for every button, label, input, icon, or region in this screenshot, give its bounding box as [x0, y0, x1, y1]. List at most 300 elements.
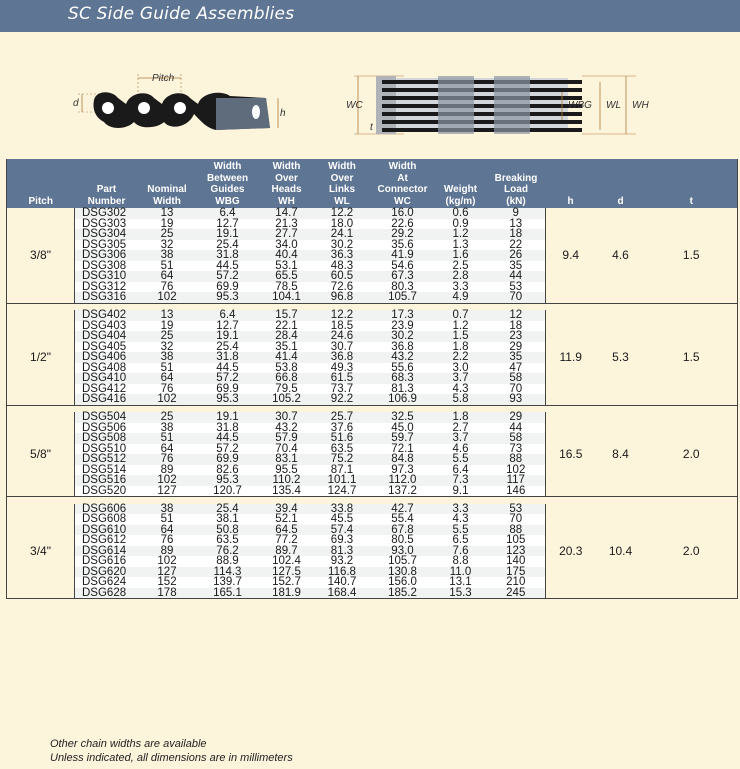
part-number-cell: DSG628: [75, 588, 139, 599]
part-number-cell: DSG306: [75, 250, 139, 261]
pitch-cell: 5/8": [7, 412, 75, 497]
part-number-cell: DSG506: [75, 423, 139, 434]
value-cell: 36.3: [314, 250, 371, 261]
value-cell: 22: [487, 240, 546, 251]
part-number-cell: DSG405: [75, 342, 139, 353]
value-cell: 80.5: [371, 535, 435, 546]
value-cell: 3.3: [435, 504, 487, 515]
value-cell: 88: [487, 454, 546, 465]
value-cell: 127.5: [260, 567, 314, 578]
value-cell: 12.7: [196, 321, 260, 332]
value-cell: 81.3: [314, 546, 371, 557]
value-cell: 44: [487, 271, 546, 282]
value-cell: 12: [487, 310, 546, 321]
column-header-line: Nominal: [147, 184, 187, 195]
value-cell: 51.6: [314, 433, 371, 444]
value-cell: 64.5: [260, 525, 314, 536]
column-header-line: Over: [330, 172, 354, 184]
column-header-line: Between: [206, 172, 249, 184]
column-header: [314, 159, 371, 208]
part-number-cell: DSG416: [75, 394, 139, 405]
value-cell: 2.7: [435, 423, 487, 434]
value-cell: 72.1: [371, 444, 435, 455]
value-cell: 120.7: [196, 486, 260, 497]
value-cell: 48.3: [314, 261, 371, 272]
value-cell: 18: [487, 229, 546, 240]
part-number-cell: DSG404: [75, 331, 139, 342]
column-header-line: WL: [334, 195, 350, 207]
value-cell: 33.8: [314, 504, 371, 515]
value-cell: 40.4: [260, 250, 314, 261]
value-cell: 31.8: [196, 250, 260, 261]
value-cell: 1.2: [435, 229, 487, 240]
wbg-label: WBG: [568, 100, 592, 111]
value-cell: 13: [139, 310, 196, 321]
value-cell: 95.3: [196, 394, 260, 405]
part-number-cell: DSG504: [75, 412, 139, 423]
column-header-line: Breaking: [494, 172, 538, 184]
value-cell: 1.8: [435, 342, 487, 353]
value-cell: 25.4: [196, 504, 260, 515]
value-cell: 15.3: [435, 588, 487, 599]
value-cell: 130.8: [371, 567, 435, 578]
value-cell: 88.9: [196, 556, 260, 567]
value-cell: 1.6: [435, 250, 487, 261]
value-cell: 39.4: [260, 504, 314, 515]
value-cell: 82.6: [196, 465, 260, 476]
part-number-cell: DSG512: [75, 454, 139, 465]
value-cell: 101.1: [314, 475, 371, 486]
value-cell: 70: [487, 292, 546, 303]
value-cell: 63.5: [314, 444, 371, 455]
value-cell: 23.9: [371, 321, 435, 332]
value-cell: 5.5: [435, 454, 487, 465]
value-cell: 78.5: [260, 282, 314, 293]
column-header-line: Load: [504, 184, 528, 195]
part-number-cell: DSG304: [75, 229, 139, 240]
column-header: [596, 159, 646, 208]
value-cell: 116.8: [314, 567, 371, 578]
value-cell: 89: [139, 546, 196, 557]
value-cell: 127: [139, 567, 196, 578]
part-number-cell: DSG316: [75, 292, 139, 303]
value-cell: 60.5: [314, 271, 371, 282]
value-cell: 96.8: [314, 292, 371, 303]
t-value-cell: 1.5: [646, 208, 738, 303]
value-cell: 6.4: [196, 208, 260, 219]
value-cell: 52.1: [260, 514, 314, 525]
value-cell: 3.7: [435, 433, 487, 444]
value-cell: 57.4: [314, 525, 371, 536]
column-header: [7, 159, 75, 208]
part-number-cell: DSG616: [75, 556, 139, 567]
value-cell: 210: [487, 577, 546, 588]
pitch-label: Pitch: [152, 73, 175, 84]
value-cell: 5.5: [435, 525, 487, 536]
value-cell: 34.0: [260, 240, 314, 251]
value-cell: 37.6: [314, 423, 371, 434]
value-cell: 18.0: [314, 219, 371, 230]
part-number-cell: DSG508: [75, 433, 139, 444]
column-header-line: Over: [275, 172, 298, 184]
value-cell: 156.0: [371, 577, 435, 588]
value-cell: 89: [139, 465, 196, 476]
value-cell: 25: [139, 229, 196, 240]
column-header-line: Weight: [443, 184, 478, 195]
column-header: [435, 159, 487, 208]
table-header: [7, 159, 738, 208]
column-header-line: Width: [388, 161, 417, 172]
value-cell: 140: [487, 556, 546, 567]
value-cell: 31.8: [196, 352, 260, 363]
pitch-cell: 1/2": [7, 310, 75, 405]
value-cell: 41.9: [371, 250, 435, 261]
value-cell: 105.7: [371, 556, 435, 567]
wc-label: WC: [346, 100, 363, 111]
value-cell: 30.7: [260, 412, 314, 423]
column-header-line: h: [567, 195, 574, 207]
value-cell: 57.9: [260, 433, 314, 444]
value-cell: 105.2: [260, 394, 314, 405]
column-header: [487, 159, 546, 208]
value-cell: 14.7: [260, 208, 314, 219]
column-header-line: Links: [328, 184, 356, 195]
value-cell: 55.4: [371, 514, 435, 525]
value-cell: 47: [487, 363, 546, 374]
column-header-line: WH: [278, 195, 295, 207]
pitch-cell: 3/8": [7, 208, 75, 303]
table-row: [7, 208, 738, 219]
h-value-cell: 16.5: [546, 412, 596, 497]
value-cell: 35: [487, 261, 546, 272]
value-cell: 38: [139, 504, 196, 515]
value-cell: 97.3: [371, 465, 435, 476]
column-header-line: At: [397, 172, 408, 184]
part-number-cell: DSG305: [75, 240, 139, 251]
note-other-widths: Other chain widths are available: [50, 738, 207, 750]
column-header-line: Width: [213, 161, 242, 172]
value-cell: 76: [139, 384, 196, 395]
value-cell: 53: [487, 504, 546, 515]
value-cell: 36.8: [371, 342, 435, 353]
value-cell: 6.5: [435, 535, 487, 546]
value-cell: 69.3: [314, 535, 371, 546]
value-cell: 67.3: [371, 271, 435, 282]
value-cell: 19.1: [196, 229, 260, 240]
value-cell: 57.2: [196, 444, 260, 455]
value-cell: 181.9: [260, 588, 314, 599]
column-header: [196, 159, 260, 208]
value-cell: 38.1: [196, 514, 260, 525]
value-cell: 7.6: [435, 546, 487, 557]
part-number-cell: DSG620: [75, 567, 139, 578]
value-cell: 29.2: [371, 229, 435, 240]
table-body: [7, 208, 738, 599]
value-cell: 75.2: [314, 454, 371, 465]
value-cell: 65.5: [260, 271, 314, 282]
wh-label: WH: [632, 100, 649, 111]
part-number-cell: DSG312: [75, 282, 139, 293]
value-cell: 9.1: [435, 486, 487, 497]
value-cell: 29: [487, 342, 546, 353]
value-cell: 68.3: [371, 373, 435, 384]
part-number-cell: DSG308: [75, 261, 139, 272]
value-cell: 27.7: [260, 229, 314, 240]
value-cell: 76: [139, 454, 196, 465]
value-cell: 80.3: [371, 282, 435, 293]
value-cell: 44.5: [196, 261, 260, 272]
value-cell: 8.8: [435, 556, 487, 567]
value-cell: 25: [139, 412, 196, 423]
part-number-cell: DSG510: [75, 444, 139, 455]
value-cell: 13.1: [435, 577, 487, 588]
part-number-cell: DSG310: [75, 271, 139, 282]
value-cell: 137.2: [371, 486, 435, 497]
value-cell: 0.9: [435, 219, 487, 230]
value-cell: 1.2: [435, 321, 487, 332]
value-cell: 35.1: [260, 342, 314, 353]
column-header-line: Width: [328, 161, 356, 172]
wl-label: WL: [606, 100, 621, 111]
value-cell: 95.5: [260, 465, 314, 476]
value-cell: 30.2: [314, 240, 371, 251]
value-cell: 1.3: [435, 240, 487, 251]
value-cell: 32: [139, 240, 196, 251]
value-cell: 51: [139, 433, 196, 444]
part-number-cell: DSG406: [75, 352, 139, 363]
value-cell: 17.3: [371, 310, 435, 321]
value-cell: 53.8: [260, 363, 314, 374]
value-cell: 104.1: [260, 292, 314, 303]
part-number-cell: DSG408: [75, 363, 139, 374]
column-header-line: Pitch: [28, 195, 53, 207]
value-cell: 25: [139, 331, 196, 342]
value-cell: 102: [487, 465, 546, 476]
page-title: SC Side Guide Assemblies: [68, 4, 295, 24]
value-cell: 66.8: [260, 373, 314, 384]
value-cell: 19: [139, 219, 196, 230]
column-header-line: d: [617, 195, 624, 207]
value-cell: 29: [487, 412, 546, 423]
value-cell: 2.8: [435, 271, 487, 282]
value-cell: 70.4: [260, 444, 314, 455]
value-cell: 21.3: [260, 219, 314, 230]
value-cell: 4.3: [435, 514, 487, 525]
t-label: t: [370, 122, 373, 133]
value-cell: 139.7: [196, 577, 260, 588]
part-number-cell: DSG412: [75, 384, 139, 395]
value-cell: 57.2: [196, 271, 260, 282]
part-number-cell: DSG410: [75, 373, 139, 384]
part-number-cell: DSG516: [75, 475, 139, 486]
value-cell: 12.7: [196, 219, 260, 230]
assemblies-table: [6, 159, 738, 599]
value-cell: 41.4: [260, 352, 314, 363]
chain-side-view-diagram: [66, 68, 286, 140]
value-cell: 42.7: [371, 504, 435, 515]
pitch-cell: 3/4": [7, 504, 75, 599]
value-cell: 19: [139, 321, 196, 332]
value-cell: 3.0: [435, 363, 487, 374]
value-cell: 175: [487, 567, 546, 578]
value-cell: 69.9: [196, 282, 260, 293]
value-cell: 15.7: [260, 310, 314, 321]
value-cell: 2.2: [435, 352, 487, 363]
value-cell: 72.6: [314, 282, 371, 293]
column-header-line: Heads: [271, 184, 302, 195]
value-cell: 95.3: [196, 292, 260, 303]
value-cell: 64: [139, 444, 196, 455]
value-cell: 18: [487, 321, 546, 332]
column-header: [546, 159, 596, 208]
value-cell: 0.6: [435, 208, 487, 219]
value-cell: 3.3: [435, 282, 487, 293]
value-cell: 102.4: [260, 556, 314, 567]
value-cell: 23: [487, 331, 546, 342]
value-cell: 102: [139, 556, 196, 567]
value-cell: 95.3: [196, 475, 260, 486]
value-cell: 13: [139, 208, 196, 219]
table-row: [7, 310, 738, 321]
value-cell: 32.5: [371, 412, 435, 423]
value-cell: 3.7: [435, 373, 487, 384]
value-cell: 114.3: [196, 567, 260, 578]
value-cell: 36.8: [314, 352, 371, 363]
value-cell: 102: [139, 475, 196, 486]
column-header-line: Guides: [210, 184, 245, 195]
title-bar: [0, 0, 740, 32]
value-cell: 77.2: [260, 535, 314, 546]
value-cell: 70: [487, 514, 546, 525]
value-cell: 83.1: [260, 454, 314, 465]
value-cell: 93.2: [314, 556, 371, 567]
value-cell: 4.9: [435, 292, 487, 303]
d-value-cell: 4.6: [596, 208, 646, 303]
value-cell: 152.7: [260, 577, 314, 588]
value-cell: 43.2: [371, 352, 435, 363]
value-cell: 18.5: [314, 321, 371, 332]
value-cell: 57.2: [196, 373, 260, 384]
value-cell: 0.7: [435, 310, 487, 321]
column-header-line: (kg/m): [445, 195, 476, 207]
part-number-cell: DSG520: [75, 486, 139, 497]
value-cell: 76.2: [196, 546, 260, 557]
value-cell: 51: [139, 363, 196, 374]
value-cell: 87.1: [314, 465, 371, 476]
value-cell: 81.3: [371, 384, 435, 395]
part-number-cell: DSG303: [75, 219, 139, 230]
value-cell: 30.2: [371, 331, 435, 342]
chain-top-view-diagram: [344, 72, 654, 140]
value-cell: 93.0: [371, 546, 435, 557]
value-cell: 185.2: [371, 588, 435, 599]
column-header: [75, 159, 139, 208]
part-number-cell: DSG302: [75, 208, 139, 219]
column-header-line: Part: [96, 184, 117, 195]
column-header: [260, 159, 314, 208]
part-number-cell: DSG402: [75, 310, 139, 321]
value-cell: 53: [487, 282, 546, 293]
value-cell: 13: [487, 219, 546, 230]
value-cell: 7.3: [435, 475, 487, 486]
value-cell: 1.8: [435, 412, 487, 423]
value-cell: 43.2: [260, 423, 314, 434]
value-cell: 106.9: [371, 394, 435, 405]
value-cell: 32: [139, 342, 196, 353]
value-cell: 92.2: [314, 394, 371, 405]
value-cell: 28.4: [260, 331, 314, 342]
h-value-cell: 11.9: [546, 310, 596, 405]
column-header-line: t: [689, 195, 693, 207]
part-number-cell: DSG514: [75, 465, 139, 476]
value-cell: 117: [487, 475, 546, 486]
value-cell: 88: [487, 525, 546, 536]
part-number-cell: DSG624: [75, 577, 139, 588]
value-cell: 51: [139, 514, 196, 525]
value-cell: 245: [487, 588, 546, 599]
value-cell: 73: [487, 444, 546, 455]
column-header: [646, 159, 738, 208]
value-cell: 105.7: [371, 292, 435, 303]
value-cell: 110.2: [260, 475, 314, 486]
value-cell: 25.7: [314, 412, 371, 423]
value-cell: 49.3: [314, 363, 371, 374]
value-cell: 38: [139, 423, 196, 434]
part-number-cell: DSG606: [75, 504, 139, 515]
t-value-cell: 2.0: [646, 412, 738, 497]
value-cell: 79.5: [260, 384, 314, 395]
column-header: [371, 159, 435, 208]
value-cell: 35: [487, 352, 546, 363]
value-cell: 24.6: [314, 331, 371, 342]
value-cell: 25.4: [196, 240, 260, 251]
value-cell: 58: [487, 373, 546, 384]
value-cell: 19.1: [196, 412, 260, 423]
value-cell: 112.0: [371, 475, 435, 486]
value-cell: 140.7: [314, 577, 371, 588]
d-label: d: [73, 98, 79, 109]
part-number-cell: DSG608: [75, 514, 139, 525]
value-cell: 178: [139, 588, 196, 599]
value-cell: 168.4: [314, 588, 371, 599]
value-cell: 64: [139, 373, 196, 384]
value-cell: 35.6: [371, 240, 435, 251]
h-label: h: [280, 108, 286, 119]
value-cell: 105: [487, 535, 546, 546]
t-value-cell: 2.0: [646, 504, 738, 599]
value-cell: 53.1: [260, 261, 314, 272]
part-number-cell: DSG614: [75, 546, 139, 557]
value-cell: 54.6: [371, 261, 435, 272]
value-cell: 11.0: [435, 567, 487, 578]
value-cell: 146: [487, 486, 546, 497]
value-cell: 67.8: [371, 525, 435, 536]
value-cell: 38: [139, 352, 196, 363]
value-cell: 19.1: [196, 331, 260, 342]
value-cell: 16.0: [371, 208, 435, 219]
column-header-line: WBG: [215, 195, 240, 207]
value-cell: 102: [139, 394, 196, 405]
value-cell: 45.0: [371, 423, 435, 434]
d-value-cell: 5.3: [596, 310, 646, 405]
column-header-line: Width: [153, 195, 181, 207]
value-cell: 61.5: [314, 373, 371, 384]
value-cell: 102: [139, 292, 196, 303]
value-cell: 64: [139, 525, 196, 536]
value-cell: 22.6: [371, 219, 435, 230]
value-cell: 22.1: [260, 321, 314, 332]
value-cell: 63.5: [196, 535, 260, 546]
